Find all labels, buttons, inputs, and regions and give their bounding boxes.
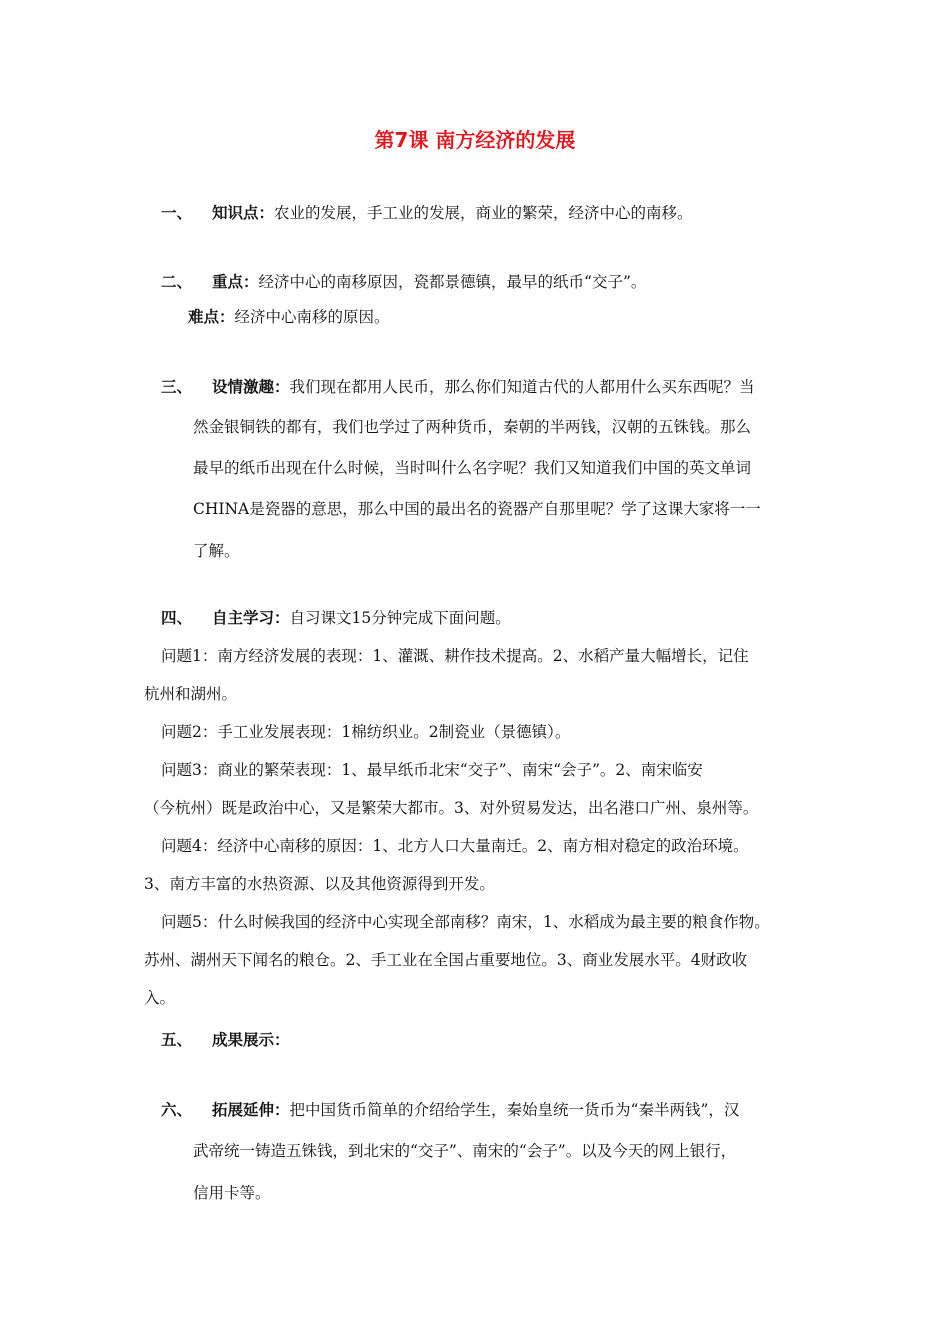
question-1: 问题1：南方经济发展的表现：1、灌溉、耕作技术提高。2、水稻产量大幅增长，记住 — [161, 647, 749, 665]
question-4-cont: 3、南方丰富的水热资源、以及其他资源得到开发。 — [144, 875, 495, 893]
question-3: 问题3：商业的繁荣表现：1、最早纸币北宋“交子”、南宋“会子”。2、南宋临安 — [161, 761, 703, 779]
question-5-cont-2: 入。 — [144, 989, 176, 1007]
section-3-line-1 — [212, 375, 755, 397]
question-4: 问题4：经济中心南移的原因：1、北方人口大量南迁。2、南方相对稳定的政治环境。 — [161, 837, 749, 855]
section-1 — [212, 201, 693, 223]
section-5-number: 五、 — [161, 1031, 193, 1049]
question-2: 问题2：手工业发展表现：1棉纺织业。2制瓷业（景德镇）。 — [161, 723, 571, 741]
section-3-line-2: 然金银铜铁的都有，我们也学过了两种货币，秦朝的半两钱，汉朝的五铢钱。那么 — [193, 418, 752, 436]
section-4-intro — [212, 606, 511, 628]
section-2-key-points — [212, 270, 646, 292]
section-1-number: 一、 — [161, 204, 193, 222]
section-2-number: 二、 — [161, 273, 193, 291]
section-2-heading: 重点： — [212, 273, 259, 291]
question-5: 问题5：什么时候我国的经济中心实现全部南移？南宋，1、水稻成为最主要的粮食作物。 — [161, 913, 770, 931]
section-1-heading: 知识点： — [212, 204, 275, 222]
section-2-text: 经济中心的南移原因，瓷都景德镇，最早的纸币“交子”。 — [258, 273, 647, 291]
section-2-difficulty — [188, 305, 390, 327]
question-5-cont: 苏州、湖州天下闻名的粮仓。2、手工业在全国占重要地位。3、商业发展水平。4财政收 — [144, 951, 748, 969]
section-3-heading: 设情激趣： — [212, 378, 290, 396]
section-6-line-3: 信用卡等。 — [193, 1184, 271, 1202]
section-6-line-1 — [212, 1098, 739, 1120]
question-3-cont: （今杭州）既是政治中心，又是繁荣大都市。3、对外贸易发达，出名港口广州、泉州等。 — [144, 799, 759, 817]
question-1-cont: 杭州和湖州。 — [144, 685, 238, 703]
section-6-number: 六、 — [161, 1101, 193, 1119]
page-title: 第7课 南方经济的发展 — [374, 128, 576, 152]
section-1-text: 农业的发展，手工业的发展，商业的繁荣，经济中心的南移。 — [274, 204, 693, 222]
section-2-text-2: 经济中心南移的原因。 — [234, 308, 390, 326]
section-3-text: 我们现在都用人民币，那么你们知道古代的人都用什么买东西呢？当 — [289, 378, 755, 396]
section-4-heading: 自主学习： — [212, 609, 290, 627]
section-4-number: 四、 — [161, 609, 193, 627]
section-6-line-2: 武帝统一铸造五铢钱，到北宋的“交子”、南宋的“会子”。以及今天的网上银行， — [193, 1142, 737, 1160]
section-3-line-4: CHINA是瓷器的意思，那么中国的最出名的瓷器产自那里呢？学了这课大家将一一 — [193, 500, 761, 518]
section-3-line-3: 最早的纸币出现在什么时候，当时叫什么名字呢？我们又知道我们中国的英文单词 — [193, 459, 752, 477]
section-3-number: 三、 — [161, 378, 193, 396]
section-6-text: 把中国货币简单的介绍给学生，秦始皇统一货币为“秦半两钱”，汉 — [289, 1101, 740, 1119]
section-2-heading-2: 难点： — [188, 308, 235, 326]
section-6-heading: 拓展延伸： — [212, 1101, 290, 1119]
section-4-text: 自习课文15分钟完成下面问题。 — [289, 609, 511, 627]
section-3-line-5: 了解。 — [193, 542, 240, 560]
section-5-heading: 成果展示： — [212, 1031, 290, 1049]
